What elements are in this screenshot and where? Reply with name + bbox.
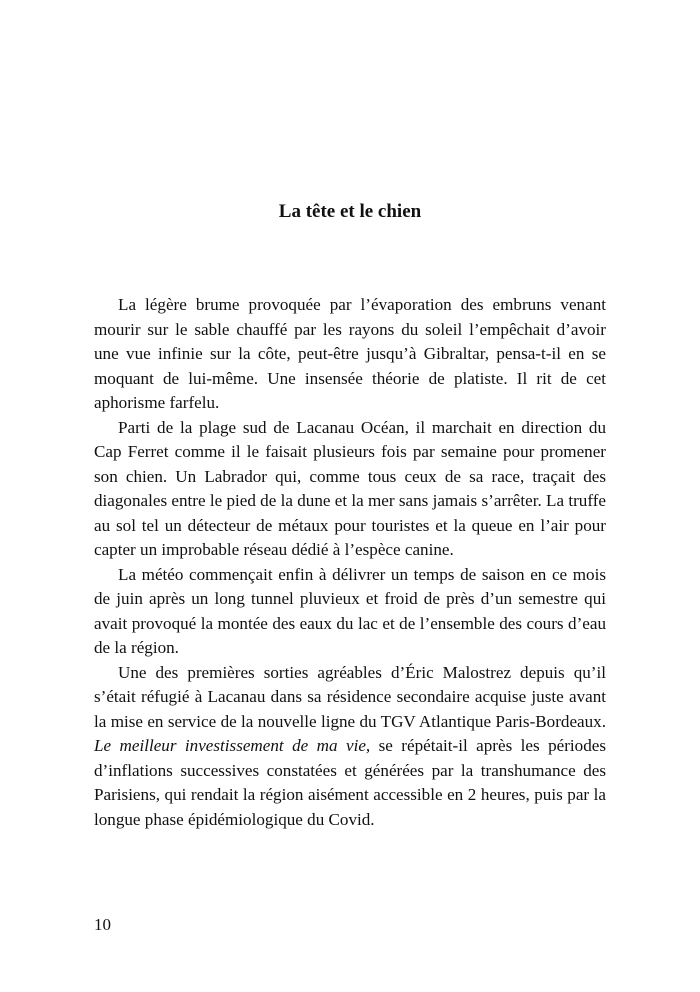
paragraph-1: La légère brume provoquée par l’évaporation des embruns venant mourir sur le sable chauffé par les rayons du soleil l’empêchait d’avoir une vue infinie sur la côte, peut-être jusqu’à Gibraltar, pensa-t-il en se moquant de lui-même. Une insensée théorie de platiste. Il rit de cet aphorisme farfelu. xyxy=(94,295,606,412)
paragraph-4-text-before: Une des premières sorties agréables d’Éric Malostrez depuis qu’il s’était réfugié à Lacanau dans sa résidence secondaire acquise juste avant la mise en service de la nouvelle ligne du TGV Atlantique Paris-Bordeaux. xyxy=(94,662,606,731)
page-number: 10 xyxy=(94,915,111,934)
chapter-title: La tête et le chien xyxy=(278,201,422,222)
paragraph-4-text-after: se répétait-il après les périodes d’inflations successives constatées et générées par la transhumance des Parisiens, qui rendait la région aisément accessible en 2 heures, puis par la longue phase épidémiologique du Covid. xyxy=(94,736,606,829)
paragraph-2: Parti de la plage sud de Lacanau Océan, il marchait en direction du Cap Ferret comme il le faisait plusieurs fois par semaine pour promener son chien. Un Labrador qui, comme tous ceux de sa race, traçait des diagonales entre le pied de la dune et la mer sans jamais s’arrêter. La truffe au sol tel un détecteur de métaux pour touristes et la queue en l’air pour capter un improbable réseau dédié à l’espèce canine. xyxy=(94,417,606,559)
paragraph-4 xyxy=(94,661,606,833)
paragraph-4-italic-quote: Le meilleur investissement de ma vie, xyxy=(94,736,371,755)
paragraph-3: La météo commençait enfin à délivrer un temps de saison en ce mois de juin après un long tunnel pluvieux et froid de près d’un semestre qui avait provoqué la montée des eaux du lac et de l’ensemble des cours d’eau de la région. xyxy=(94,564,606,657)
body-text xyxy=(94,293,606,832)
